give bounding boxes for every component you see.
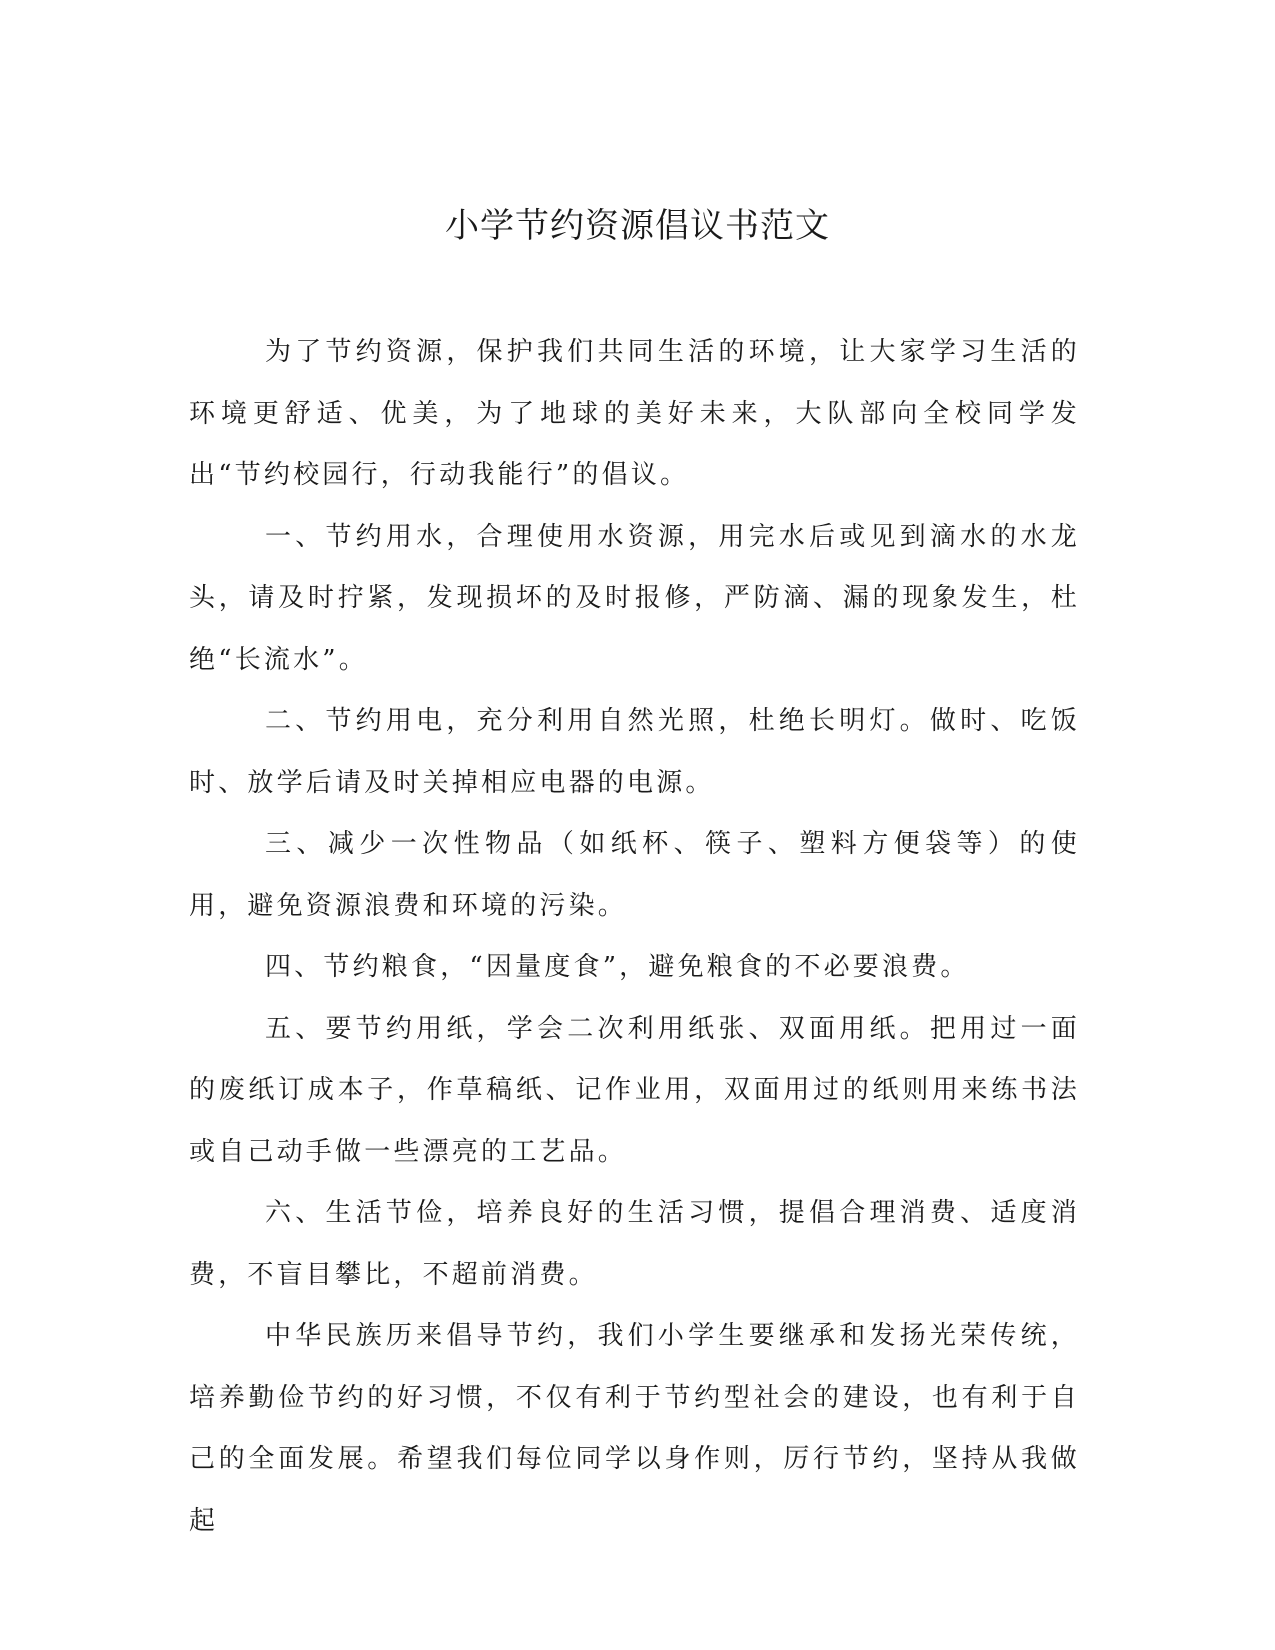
- paragraph-item-5-paper: 五、要节约用纸，学会二次利用纸张、双面用纸。把用过一面的废纸订成本子，作草稿纸、记作业用，双面用过的纸则用来练书法或自己动手做一些漂亮的工艺品。: [189, 1013, 1080, 1167]
- paragraph-item-4-food: 四、节约粮食，“因量度食”，避免粮食的不必要浪费。: [265, 952, 970, 982]
- paragraph-item-2-electricity: 二、节约用电，充分利用自然光照，杜绝长明灯。做时、吃饭时、放学后请及时关掉相应电器的电源。: [189, 706, 1080, 798]
- paragraph-intro: 为了节约资源，保护我们共同生活的环境，让大家学习生活的环境更舒适、优美，为了地球的美好未来，大队部向全校同学发出“节约校园行，行动我能行”的倡议。: [189, 337, 1080, 490]
- paragraph-item-6-frugal-living: 六、生活节俭，培养良好的生活习惯，提倡合理消费、适度消费，不盲目攀比，不超前消费。: [189, 1198, 1080, 1290]
- paragraph-closing: 中华民族历来倡导节约，我们小学生要继承和发扬光荣传统，培养勤俭节约的好习惯，不仅有利于节约型社会的建设，也有利于自己的全面发展。希望我们每位同学以身作则，厉行节约，坚持从我做起: [189, 1321, 1080, 1536]
- paragraph-item-1-water: 一、节约用水，合理使用水资源，用完水后或见到滴水的水龙头，请及时拧紧，发现损坏的及时报修，严防滴、漏的现象发生，杜绝“长流水”。: [189, 521, 1080, 675]
- document-title: 小学节约资源倡议书范文: [445, 206, 830, 246]
- paragraph-item-3-disposables: 三、减少一次性物品（如纸杯、筷子、塑料方便袋等）的使用，避免资源浪费和环境的污染。: [189, 829, 1080, 921]
- document-body: [189, 322, 1080, 1552]
